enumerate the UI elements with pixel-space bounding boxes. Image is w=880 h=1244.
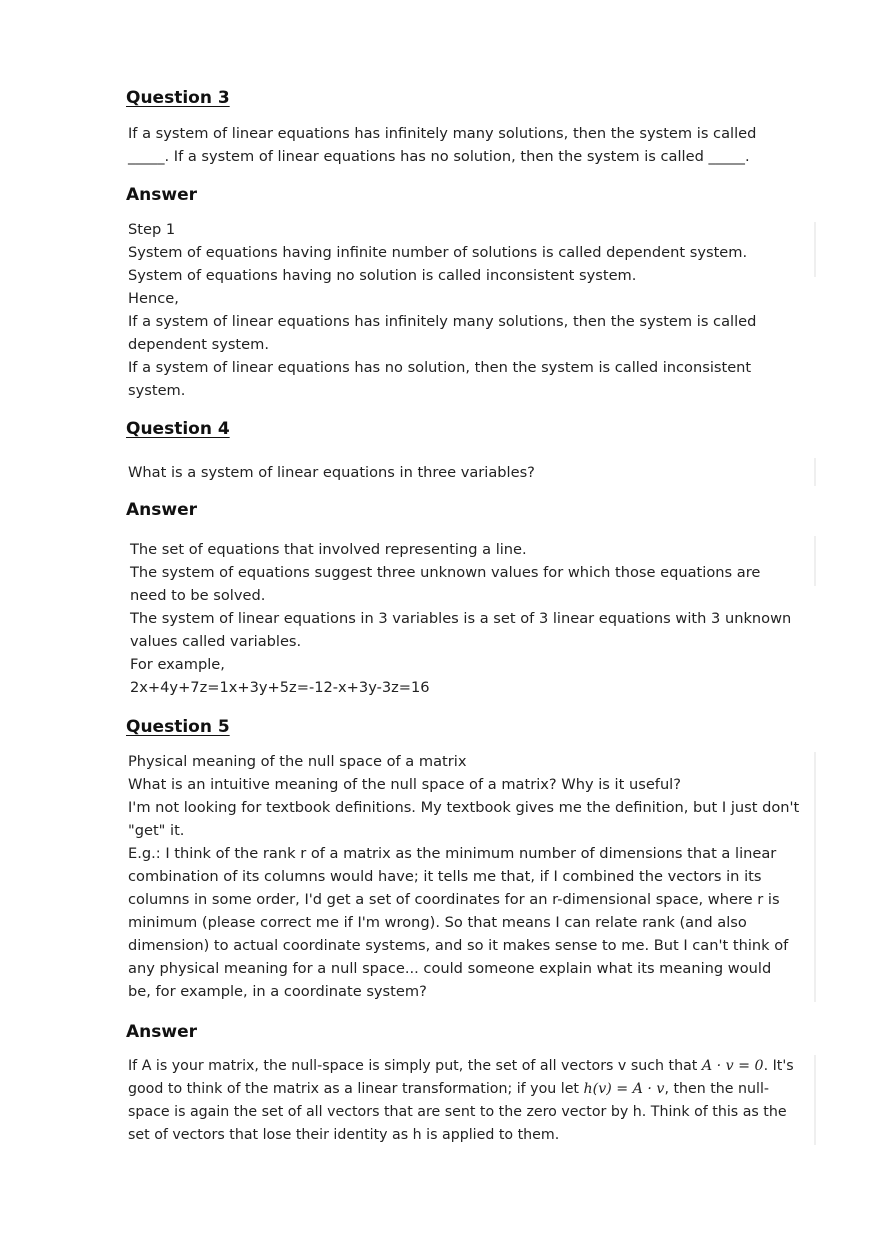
text-line: System of equations having infinite number of solutions is called dependent system. — [128, 244, 748, 261]
text-line: dependent system. — [128, 336, 269, 353]
text-line: The system of linear equations in 3 variables is a set of 3 linear equations with 3 unknown — [130, 610, 792, 627]
text-line: E.g.: I think of the rank r of a matrix as the minimum number of dimensions that a linear — [128, 845, 777, 862]
text-line: columns in some order, I'd get a set of coordinates for an r-dimensional space, where r is — [128, 891, 780, 908]
question-4-title: Question 4 — [126, 419, 230, 439]
text-line: _____. If a system of linear equations has no solution, then the system is called _____. — [128, 148, 750, 165]
text-line: I'm not looking for textbook definitions. My textbook gives me the definition, but I just don't — [128, 799, 800, 816]
text-line: For example, — [130, 656, 225, 673]
text-segment: , then the null- — [664, 1081, 770, 1097]
text-line: values called variables. — [130, 633, 302, 650]
question-4-answer-title: Answer — [126, 500, 197, 520]
text-segment: If A is your matrix, the null-space is simply put, the set of all vectors v such that — [128, 1058, 702, 1074]
text-line: need to be solved. — [130, 587, 266, 604]
text-line: combination of its columns would have; it tells me that, if I combined the vectors in its — [128, 868, 762, 885]
text-line: If a system of linear equations has infinitely many solutions, then the system is called — [128, 125, 757, 142]
question-3-answer-text — [128, 218, 818, 402]
text-segment: . It's — [763, 1058, 794, 1074]
question-5-text — [128, 750, 818, 1003]
text-line: Hence, — [128, 290, 179, 307]
question-3-answer-title: Answer — [126, 185, 197, 205]
question-3-text — [128, 122, 818, 168]
text-line: If a system of linear equations has no solution, then the system is called inconsistent — [128, 359, 752, 376]
text-line: space is again the set of all vectors that are sent to the zero vector by h. Think of this as the — [128, 1104, 787, 1120]
question-5-title: Question 5 — [126, 717, 230, 737]
question-4-text — [128, 461, 818, 484]
text-line — [128, 1078, 818, 1101]
text-line: dimension) to actual coordinate systems, and so it makes sense to me. But I can't think of — [128, 937, 789, 954]
equation-line: 2x+4y+7z=1x+3y+5z=-12-x+3y-3z=16 — [130, 679, 430, 696]
text-line: What is an intuitive meaning of the null space of a matrix? Why is it useful? — [128, 776, 681, 793]
math-expression: h(v) = A · v — [583, 1081, 665, 1097]
text-line: minimum (please correct me if I'm wrong). So that means I can relate rank (and also — [128, 914, 747, 931]
text-line: be, for example, in a coordinate system? — [128, 983, 427, 1000]
text-line: Physical meaning of the null space of a matrix — [128, 753, 467, 770]
question-5-answer-text — [128, 1055, 818, 1147]
text-line: System of equations having no solution is called inconsistent system. — [128, 267, 637, 284]
question-4-answer-text — [130, 538, 820, 699]
math-expression: A · v = 0 — [701, 1058, 764, 1074]
text-line: Step 1 — [128, 221, 176, 238]
text-line: any physical meaning for a null space... could someone explain what its meaning would — [128, 960, 772, 977]
question-5-answer-title: Answer — [126, 1022, 197, 1042]
question-3-title: Question 3 — [126, 88, 230, 108]
text-line: system. — [128, 382, 186, 399]
text-line: What is a system of linear equations in three variables? — [128, 464, 535, 481]
text-line: "get" it. — [128, 822, 185, 839]
text-segment: good to think of the matrix as a linear transformation; if you let — [128, 1081, 584, 1097]
text-line — [128, 1055, 818, 1078]
text-line: The system of equations suggest three unknown values for which those equations are — [130, 564, 761, 581]
text-line: If a system of linear equations has infinitely many solutions, then the system is called — [128, 313, 757, 330]
text-line: set of vectors that lose their identity as h is applied to them. — [128, 1127, 560, 1143]
text-line: The set of equations that involved representing a line. — [130, 541, 527, 558]
